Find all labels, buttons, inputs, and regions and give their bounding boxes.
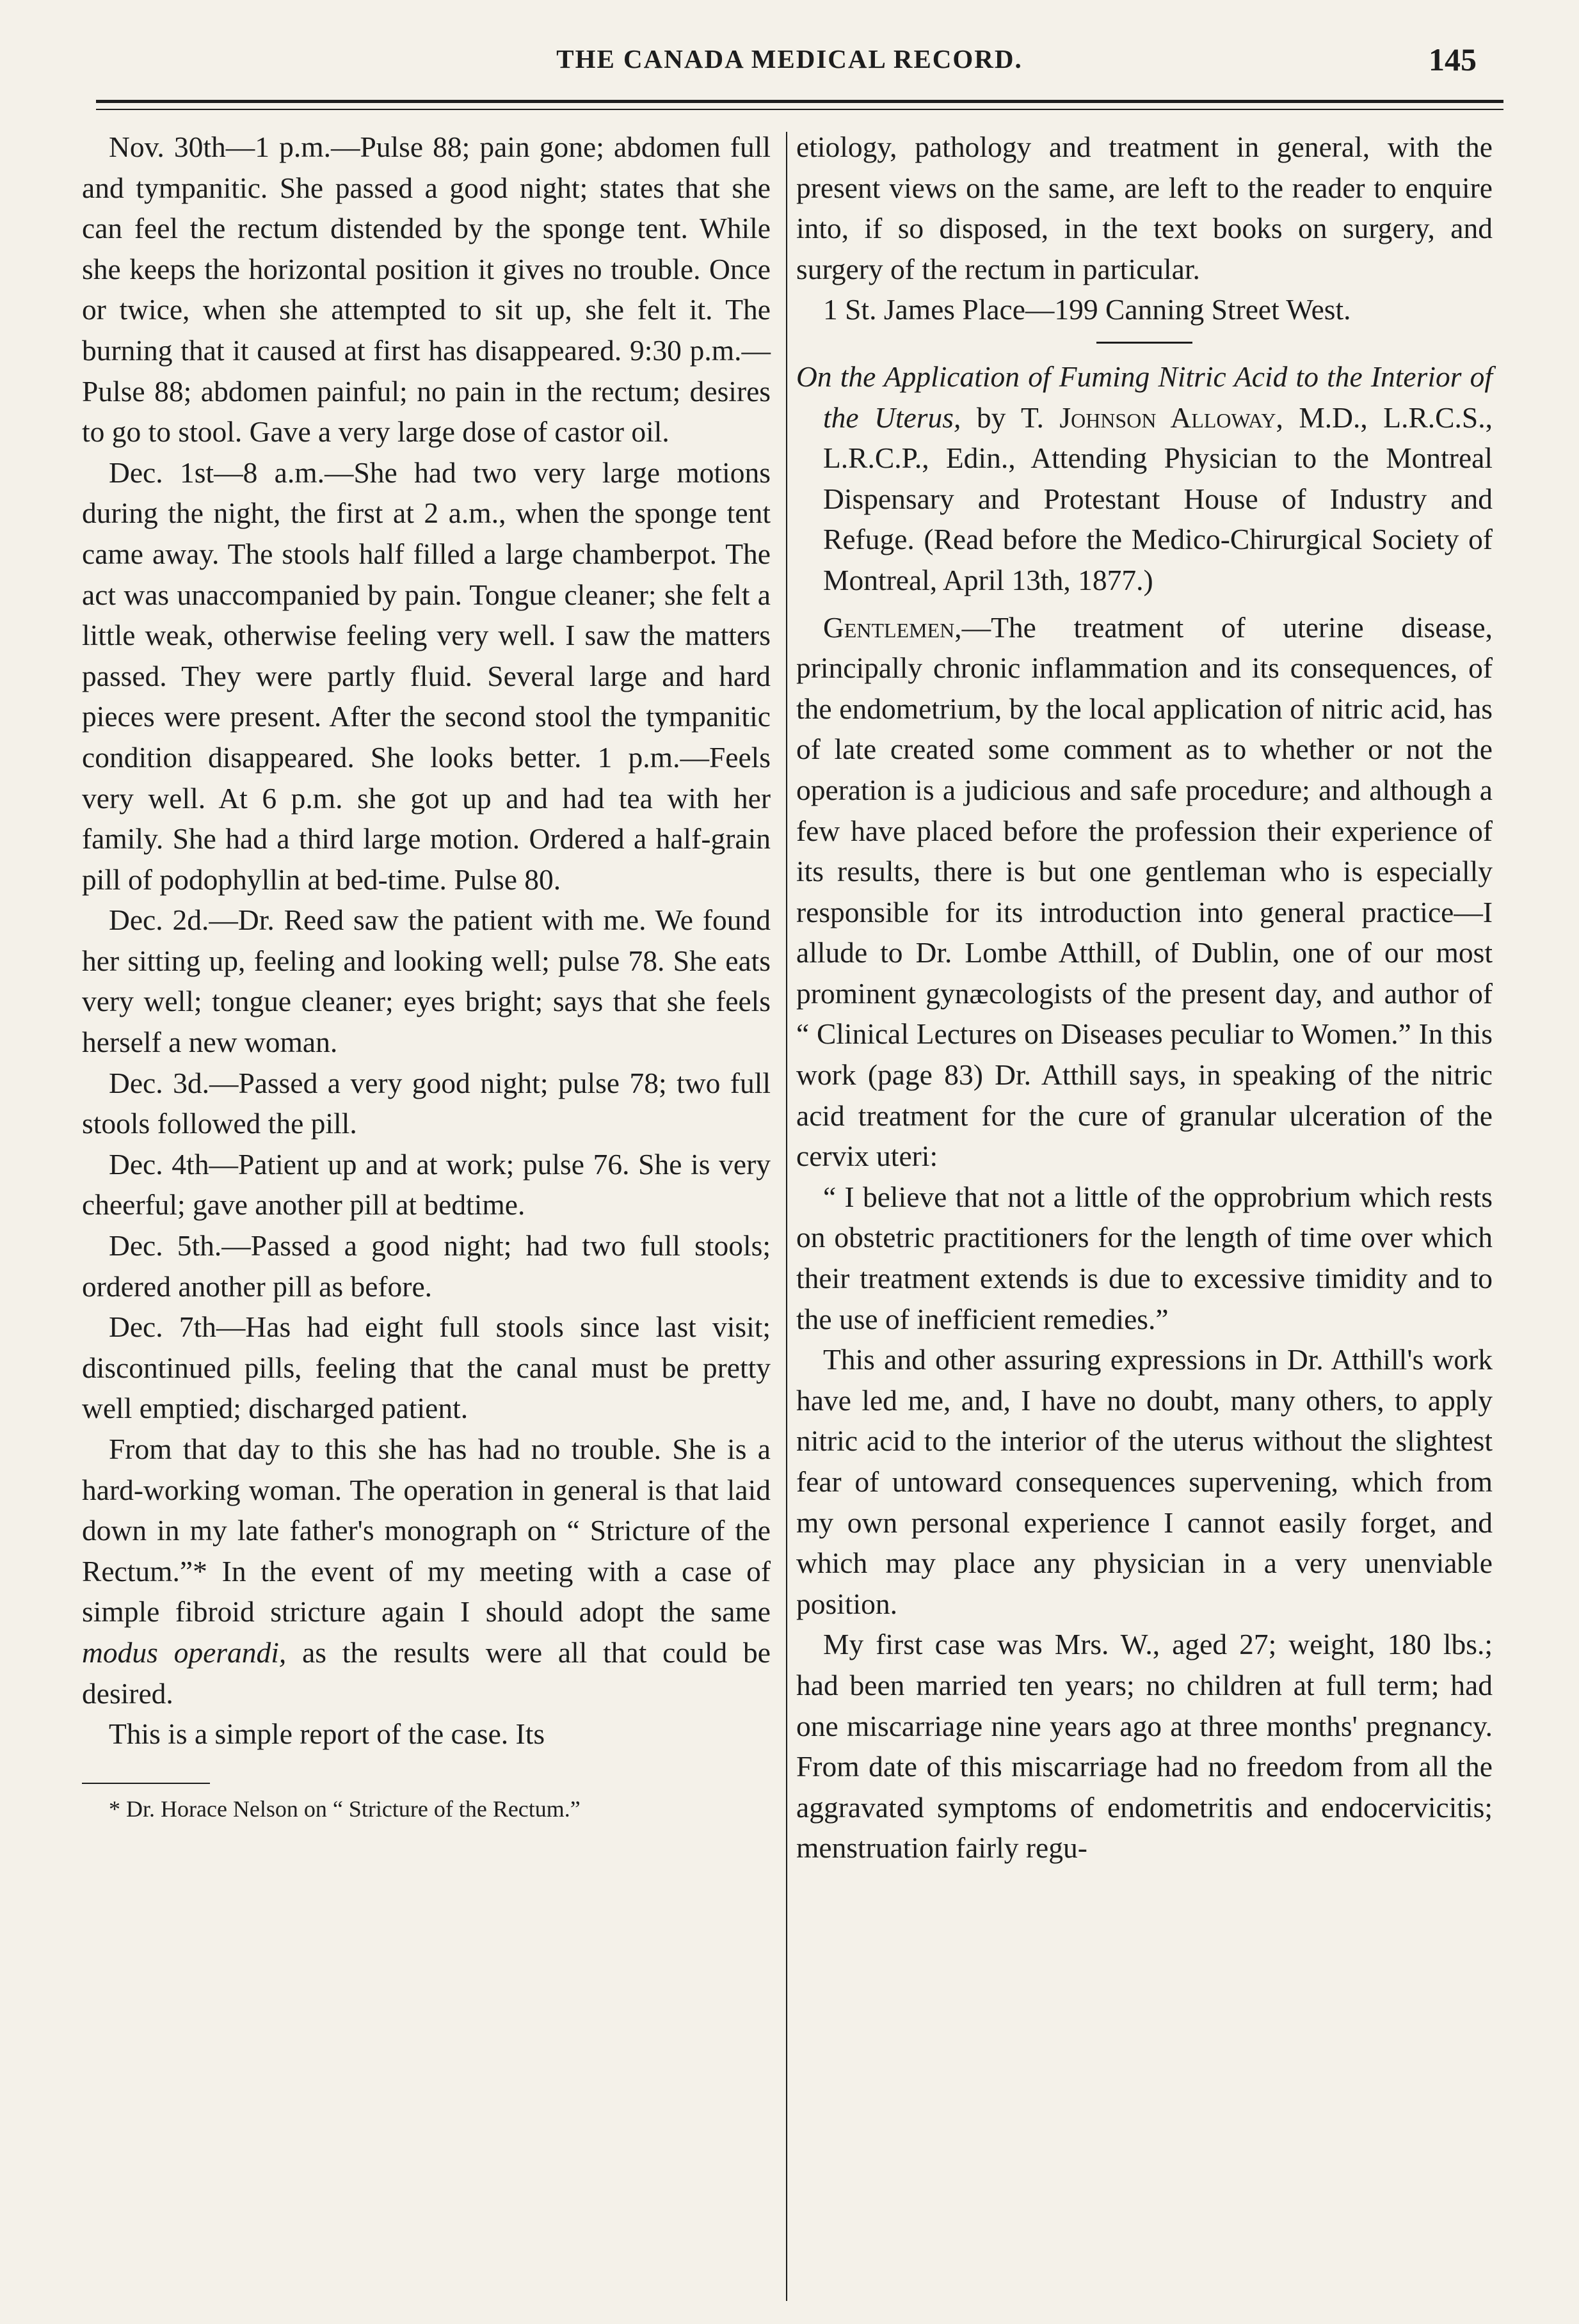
right-column xyxy=(796,127,1493,1868)
article-title-rest: , M.D., L.R.C.S., L.R.C.P., Edin., Attending Physician to the Montreal Dispensary and Protestant House of Industry and Refuge. (Read before the Medico-Chirurgical Society of Montreal, April 13th, 1877.) xyxy=(823,401,1493,596)
footnote: * Dr. Horace Nelson on “ Stricture of the Rectum.” xyxy=(109,1795,581,1822)
paragraph-nov-30: Nov. 30th—1 p.m.—Pulse 88; pain gone; abdomen full and tympanitic. She passed a good night; states that she can feel the rectum distended by the sponge tent. While she keeps the horizontal position it gives no trouble. Once or twice, when she attempted to sit up, she felt it. The burning that it caused at first has disappeared. 9:30 p.m.—Pulse 88; abdomen painful; no pain in the rectum; desires to go to stool. Gave a very large dose of castor oil. xyxy=(82,131,771,449)
modus-tail-text: as the results were all that could be desired. xyxy=(82,1636,771,1710)
paragraph-dec-5: Dec. 5th.—Passed a good night; had two full stools; ordered another pill as before. xyxy=(82,1229,771,1303)
paragraph-assuring-expressions: This and other assuring expressions in Dr. Atthill's work have led me, and, I have no doubt, many others, to apply nitric acid to the interior of the uterus without the slightest fear of untoward consequences supervening, which from my own personal experience I cannot easily forget, and which may place any physician in a very unenviable position. xyxy=(796,1343,1493,1620)
article-separator xyxy=(1096,342,1192,344)
gentlemen-body: —The treatment of uterine disease, principally chronic inflammation and its consequences, of the endometrium, by the local application of nitric acid, has of late created some comment as to whether or not the operation is a judicious and safe procedure; and although a few have placed before the profession their experience of its results, there is but one gentleman who is especially responsible for its introduction into general practice—I allude to Dr. Lombe Atthill, of Dublin, one of our most prominent gynæcologists of the present day, and author of “ Clinical Lectures on Diseases peculiar to Women.” In this work (page 83) Dr. Atthill says, in speaking of the nitric acid treatment for the cure of granular ulceration of the cervix uteri: xyxy=(796,610,1493,1173)
from-that-day-text: From that day to this she has had no trouble. She is a hard-working woman. The operation in general is that laid down in my late father's monograph on “ Stricture of the Rectum.”* In the event of my meeting with a case of simple fibroid stricture again I should adopt the same xyxy=(82,1433,771,1628)
paragraph-first-case: My first case was Mrs. W., aged 27; weight, 180 lbs.; had been married ten years; no children at full term; had one miscarriage nine years ago at three months' pregnancy. From date of this miscarriage had no freedom from all the aggravated symptoms of endometritis and endocervicitis; menstruation fairly regu- xyxy=(796,1628,1493,1865)
paragraph-gentlemen xyxy=(796,607,1493,1177)
footnote-rule xyxy=(82,1783,210,1784)
article-title-by: by T. xyxy=(961,401,1060,434)
page-number: 145 xyxy=(1429,42,1477,77)
salutation: Gentlemen, xyxy=(823,610,962,644)
running-title: THE CANADA MEDICAL RECORD. xyxy=(556,44,1023,74)
page-header xyxy=(96,44,1483,88)
paragraph-dec-1: Dec. 1st—8 a.m.—She had two very large motions during the night, the first at 2 a.m., when the sponge tent came away. The stools half filled a large chamberpot. The act was unaccompanied by pain. Tongue cleaner; she felt a little weak, otherwise feeling very well. I saw the matters passed. They were partly fluid. Several large and hard pieces were present. After the second stool the tympanitic condition disappeared. She looks better. 1 p.m.—Feels very well. At 6 p.m. she got up and had tea with her family. She had a third large motion. Ordered a half-grain pill of podophyllin at bed-time. Pulse 80. xyxy=(82,456,771,896)
paragraph-dec-2: Dec. 2d.—Dr. Reed saw the patient with me. We found her sitting up, feeling and looking well; pulse 78. She eats very well; tongue cleaner; eyes bright; says that she feels herself a new woman. xyxy=(82,903,771,1059)
modus-operandi-italic: modus operandi, xyxy=(82,1636,287,1669)
paragraph-dec-4: Dec. 4th—Patient up and at work; pulse 76. She is very cheerful; gave another pill at bedtime. xyxy=(82,1147,771,1222)
paragraph-from-that-day xyxy=(82,1429,771,1714)
header-rule-thick xyxy=(96,100,1503,103)
article-title-block xyxy=(796,356,1493,601)
paragraph-simple-report: This is a simple report of the case. Its xyxy=(109,1717,545,1751)
paragraph-dec-7: Dec. 7th—Has had eight full stools since last visit; discontinued pills, feeling that the canal must be pretty well emptied; discharged patient. xyxy=(82,1310,771,1425)
author-address: 1 St. James Place—199 Canning Street West. xyxy=(823,293,1351,326)
header-rule-thin xyxy=(96,109,1503,110)
paragraph-dec-3: Dec. 3d.—Passed a very good night; pulse 78; two full stools followed the pill. xyxy=(82,1066,771,1140)
left-column xyxy=(82,127,771,1825)
paragraph-etiology: etiology, pathology and treatment in general, with the present views on the same, are left to the reader to enquire into, if so disposed, in the text books on surgery, and surgery of the rectum in particular. xyxy=(796,131,1493,285)
atthill-quote: “ I believe that not a little of the opprobrium which rests on obstetric practitioners for the length of time over which their treatment extends is due to excessive timidity and to the use of inefficient remedies.” xyxy=(796,1180,1493,1335)
article-title xyxy=(796,356,1493,601)
author-name: Johnson Alloway xyxy=(1059,401,1276,434)
column-divider xyxy=(786,132,787,2301)
article-title-italic: On the Application of Fuming Nitric Acid to the Interior of the Uterus, xyxy=(796,360,1493,434)
